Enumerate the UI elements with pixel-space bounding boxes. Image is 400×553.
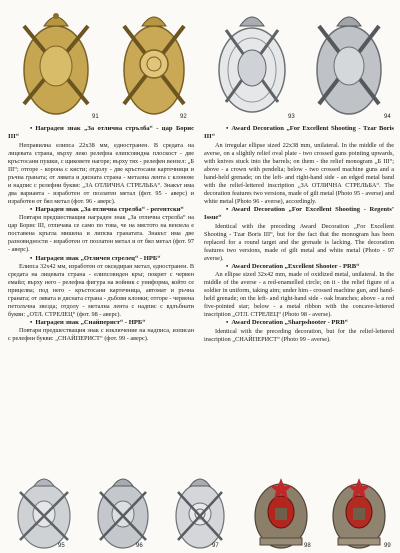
section-body: An irregular ellipse sized 22x38 mm, unilateral. In the middle of the averse, on a slightly relief oval plate - two crossed guns pointing upwards, with knives stuck into the barrels; on them - the relief monogram „Б III“; above - a crown with pendelia; below - two crossed machine guns and a hand-held grenade; on the left- and right-hand side - an edged metal band with the relief-lettered inscription „ЗА ОТЛИЧНА СТРЕЛЬБА“. The decoration features two versions, made of gilt metal (Photo 95 - averse) and white metal (Photo 96 - averse), accordingly. [204,141,394,205]
photo-number: 99 [384,543,391,549]
section-body: Identical with the preceding Award Decoration „For Excellent Shooting - Tzar Boris III“, but for the fact that the monogram has been replaced for a round target and the grenade is lacking. The decoration features two versions, made of gilt metal and white metal (Photo - 97 averse). [204,222,394,262]
badge-photo-99 [322,470,396,552]
section-body: Повтаря предшестващия знак с изключение на надписа, изписан с релефни букви: „СНАЙПЕРИСТ“ (фот. 99 - аверс). [8,327,194,343]
section-body: Identical with the preceding decoration, but for the relief-lettered inscription „СНАЙПЕРИСТ“ (Photo 99 - averse). [204,327,394,343]
badge-photo-98 [244,470,318,552]
photo-number: 97 [212,543,219,549]
photo-number: 96 [136,543,143,549]
badge-photo-92 [108,4,200,122]
section-heading: • Award Decoration „Excellent Shooter - PRB“ [226,262,360,270]
photo-number: 91 [92,114,99,120]
badge-photo-94 [302,4,396,122]
photo-number: 94 [384,114,391,120]
badge-photo-95 [6,470,82,552]
badge-photo-97 [164,470,236,552]
photo-number: 93 [288,114,295,120]
badge-photo-96 [86,470,160,552]
badge-photo-91 [6,4,106,122]
section-heading: • Награден знак „Отличен стрелец“ - НРБ“ [30,254,161,262]
bulgarian-text-column [8,125,194,344]
section-heading: • Award Decoration „Sharpshooter - PRB“ [226,319,348,327]
section-body: Повтаря предшестващия награден знак „За отлична стрелба“ на цар Борис III, отличава се само по това, че на мястото на вензела е поставена кръгла мишена и липсва гранатата. Знакът има две разновидности - изработен от позлатен метал и от бял метал (фот. 97 - аверс). [8,214,194,254]
section-heading: • Award Decoration „For Excellent Shooting - Tzar Boris III“ [204,125,394,141]
section-heading: • Награден знак „Снайперист“ - НРБ“ [30,319,146,327]
photo-number: 92 [180,114,187,120]
photo-number: 95 [58,543,65,549]
section-body: Неправилна елипса 22х38 мм, едностранен. В средата на лицевата страна, върху леко релефна елипсовидна плоскост - две кръстосани пушки, с щиковете нагоре; върху тях - релефен вензел: „Б III“; отгоре - корона с кисти; отдолу - две кръстосани картечници и ръчна граната; от лявата и дясната страна - метална лента с клонове и надпис с релефни букви: „ЗА ОТЛИЧНА СТРЕЛЬБА“. Знакът има два варианта - изработен от позлатен метал (фот. 95 - аверс) и изработен от бял метал (фот. 96 - аверс). [8,141,194,205]
section-body: Елипса 32х42 мм, изработен от оксидиран метал, едностранен. В средата на лицевата страна - елипсовиден кръг, покрит с червен емайл; върху него - релефна фигура на войник с униформа, който се прицелва; под него - кръстосани картечница, автомат и ръчна граната; от лявата и дясната страна - дъбови клонки; отгоре - червена петолъчна звезда; отдолу - метална лента с надпис с вдлъбнати букви: „ОТЛ. СТРЕЛЕЦ“ (фот. 98 - аверс). [8,262,194,319]
section-heading: • Award Decoration „For Excellent Shooting - Regents’ Issue“ [204,205,394,222]
section-heading: • Награден знак „За отлична стрълба“ - цар Борис III“ [8,125,194,141]
section-body: An ellipse sized 32x42 mm, made of oxidized metal, unilateral. In the middle of the averse - a red-enamelled circle; on it - the relief figure of a soldier in uniform, taking aim; under him - crossed machine gun, and hand-held grenade; on the left- and right-hand side - oak branches; above - a red five-pointed star; below - a metal ribbon with the concave-lettered inscription „ОТЛ. СТРЕЛЕЦ“ (Photo 98 - averse). [204,271,394,319]
section-heading: • Награден знак „За отлична стрелба“ - регентски“ [30,205,184,213]
photo-number: 98 [304,543,311,549]
english-text-column [204,125,394,344]
badge-photo-93 [204,4,300,122]
